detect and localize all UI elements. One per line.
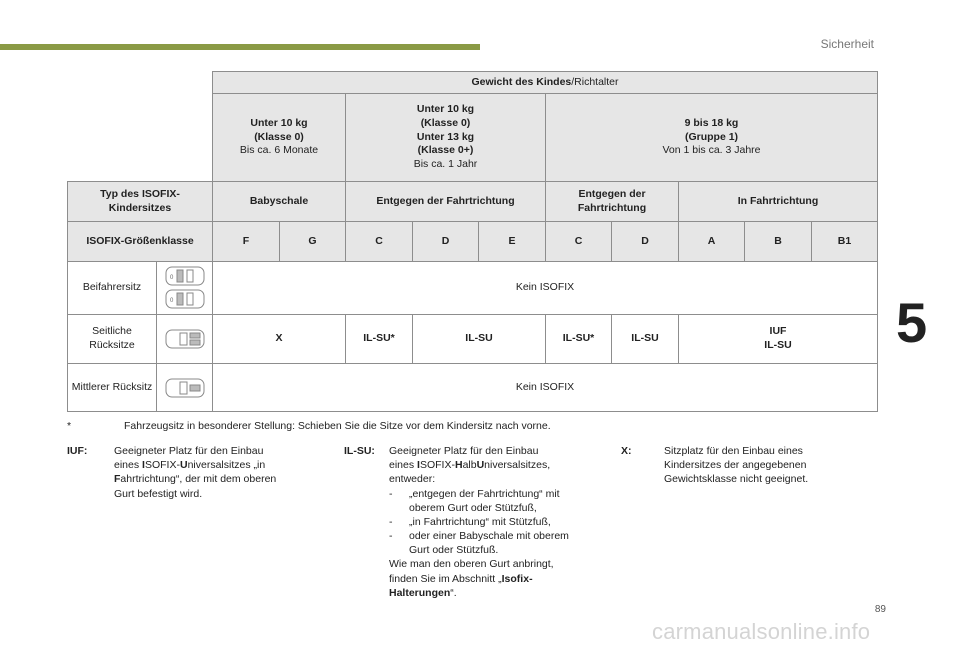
car-rear-middle-seat-icon [157,364,213,412]
legend-text: Geeigneter Platz für den Einbau eines ISOFIX-HalbUniversalsitzes, entweder: - „entgegen der Fahrtrichtung“ mit oberem Gurt oder Stützfuß, - „in Fahrtrichtung“ mit Stützfuß, - oder einer Babyschale mit oberem Gurt oder Stützfuß. Wie man den oberen Gurt anbringt, finden Sie im Abschnitt „Isofix- Halterungen“. [389,444,609,600]
size-cell: G [280,222,346,262]
car-front-seat-icon [157,262,213,315]
seitliche-cell: X [213,315,346,364]
svg-text:0: 0 [169,298,173,304]
size-cell: D [413,222,479,262]
group-1: Unter 10 kg (Klasse 0) Unter 13 kg (Klasse 0+) Bis ca. 1 Jahr [346,94,546,182]
list-item: - „in Fahrtrichtung“ mit Stützfuß, [389,515,551,528]
chapter-number: 5 [896,291,928,354]
size-cell: C [346,222,413,262]
empty-corner [68,72,213,94]
size-row [68,222,878,262]
type-row [68,182,878,222]
legend-key: X: [621,445,632,457]
list-item: - oder einer Babyschale mit oberem Gurt oder Stützfuß. [389,530,569,557]
size-cell: C [546,222,612,262]
list-item: - „entgegen der Fahrtrichtung“ mit oberem Gurt oder Stützfuß, [389,487,560,514]
seitliche-cell: IL-SU [612,315,679,364]
seitliche-cell: IL-SU [413,315,546,364]
row-label: Beifahrersitz [68,262,157,315]
type-0: Babyschale [213,182,346,222]
size-cell: A [679,222,745,262]
type-3: In Fahrtrichtung [679,182,878,222]
footnote-star: * [67,420,72,432]
empty-corner [68,94,213,182]
legend-text: Sitzplatz für den Einbau eines Kindersitzes der angegebenen Gewichtsklasse nicht geeignet. [664,445,809,486]
seitliche-cell: IL-SU* [346,315,413,364]
size-cell: E [479,222,546,262]
size-label: ISOFIX-Größenklasse [68,222,213,262]
row-beifahrersitz [68,262,878,315]
seitliche-cell: IL-SU* [546,315,612,364]
section-title: Sicherheit [820,37,874,51]
row-label: Seitliche Rücksitze [68,315,157,364]
footnote-text: Fahrzeugsitz in besonderer Stellung: Schieben Sie die Sitze vor dem Kindersitz nach vorne. [124,420,551,432]
size-cell: B [745,222,812,262]
seitliche-cell: IUF IL-SU [679,315,878,364]
weight-title: Gewicht des Kindes/Richtalter [213,72,878,94]
weight-header-row [68,72,878,94]
type-label: Typ des ISOFIX-Kindersitzes [68,182,213,222]
group-0: Unter 10 kg (Klasse 0) Bis ca. 6 Monate [213,94,346,182]
beifahrer-value: Kein ISOFIX [213,262,878,315]
size-cell: F [213,222,280,262]
row-mittlerer-ruecksitz [68,364,878,412]
legend-key: IUF: [67,445,88,457]
legend-text: Geeigneter Platz für den Einbau eines ISOFIX-Universalsitzes „in Fahrtrichtung“, der mit dem oberen Gurt befestigt wird. [114,445,277,500]
size-cell: B1 [812,222,878,262]
svg-text:0: 0 [169,275,173,281]
type-2: Entgegen der Fahrtrichtung [546,182,679,222]
isofix-table [67,71,878,412]
row-seitliche-ruecksitze [68,315,878,364]
row-label: Mittlerer Rücksitz [68,364,157,412]
group-2: 9 bis 18 kg (Gruppe 1) Von 1 bis ca. 3 Jahre [546,94,878,182]
header-accent-bar [0,44,480,50]
page-number: 89 [874,604,886,615]
legend-key: IL-SU: [344,445,375,457]
mittlerer-value: Kein ISOFIX [213,364,878,412]
size-cell: D [612,222,679,262]
type-1: Entgegen der Fahrtrichtung [346,182,546,222]
car-rear-side-seats-icon [157,315,213,364]
weight-group-row [68,94,878,182]
legend-list [389,487,609,558]
watermark: carmanualsonline.info [652,619,871,644]
